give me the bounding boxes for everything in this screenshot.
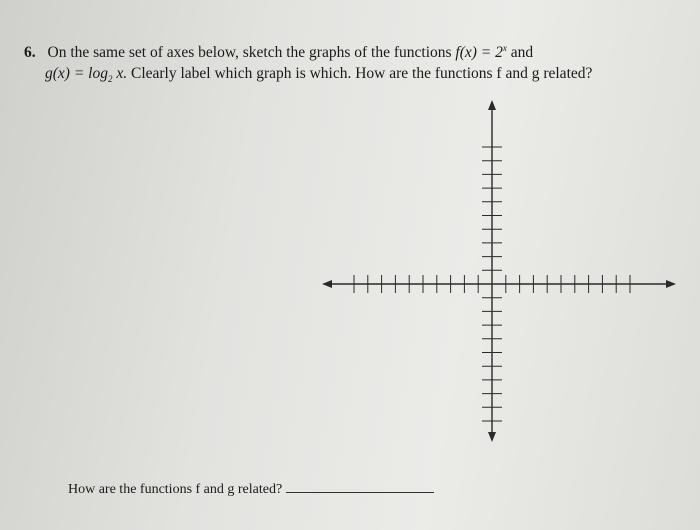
axes-group	[322, 100, 676, 442]
answer-blank-line[interactable]	[286, 478, 434, 493]
conjunction: and	[510, 44, 534, 62]
problem-instruction-2: Clearly label which graph is which. How are the functions f and g related?	[130, 65, 593, 82]
footer-prompt: How are the functions f and g related?	[68, 482, 283, 497]
x-axis-right-arrow	[666, 280, 676, 288]
f-function: $f(x) = 2^x$	[455, 43, 507, 62]
y-axis-up-arrow	[488, 100, 496, 110]
g-log-base: 2	[107, 74, 113, 85]
problem-number: 6.	[24, 44, 36, 62]
g-function: $g(x) = \log_2 x$.	[45, 65, 128, 85]
f-exponent: x	[502, 43, 507, 53]
y-axis-down-arrow	[488, 432, 496, 442]
x-axis-left-arrow	[322, 280, 332, 288]
footer-question	[68, 478, 434, 498]
problem-instruction: On the same set of axes below, sketch the graphs of the functions	[47, 44, 452, 62]
